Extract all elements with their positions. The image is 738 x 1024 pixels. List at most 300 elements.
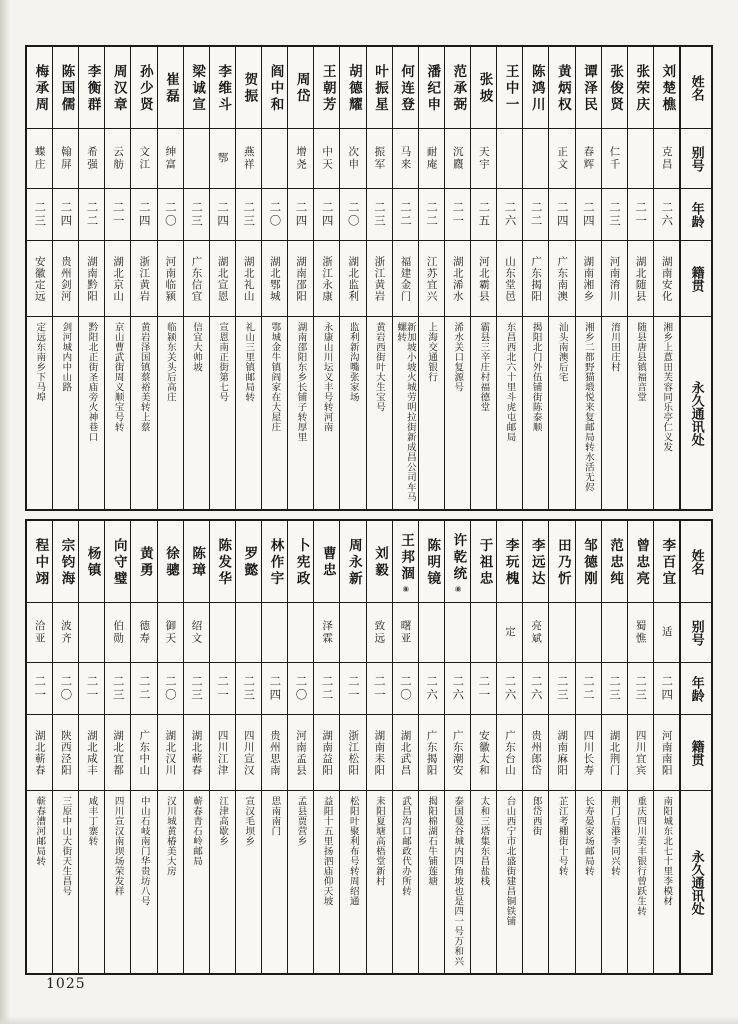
entry-address: 咸丰丁寨转 xyxy=(86,796,98,846)
entry-name-cell xyxy=(105,47,130,129)
entry-name-cell xyxy=(210,521,235,603)
entry-name-cell xyxy=(288,521,313,603)
header-native: 籍贯 xyxy=(681,241,711,317)
entry-column xyxy=(210,47,236,509)
entry-alias xyxy=(471,603,496,663)
entry-column xyxy=(27,521,53,973)
entry-name-cell xyxy=(367,47,392,129)
entry-native: 湖南湘乡 xyxy=(576,241,601,317)
entry-native: 湖南麻阳 xyxy=(549,715,574,791)
header-alias: 别号 xyxy=(681,603,711,663)
entry-native: 湖北汉川 xyxy=(158,715,183,791)
entry-address: 芷江考棚街十号转 xyxy=(556,796,568,876)
entry-name: 曾忠亮 xyxy=(633,537,650,588)
entry-column xyxy=(236,47,262,509)
entry-age: 二三 xyxy=(236,189,261,241)
entry-age: 二四 xyxy=(210,189,235,241)
entry-address: 耒阳夏塘高梧堂新村 xyxy=(373,796,385,886)
entry-native: 湖北荆门 xyxy=(602,715,627,791)
entry-native: 湖北武昌 xyxy=(393,715,418,791)
entry-alias xyxy=(549,603,574,663)
entry-address: 永康山川坛义丰号转河南 xyxy=(321,322,333,432)
entry-address: 汉川城黄椿美大房 xyxy=(164,796,176,876)
entry-native: 广东南澳 xyxy=(549,241,574,317)
entry-age: 二六 xyxy=(523,663,548,715)
entry-native: 安徽太和 xyxy=(471,715,496,791)
entry-column xyxy=(549,521,575,973)
page-number: 1025 xyxy=(46,976,86,992)
entry-address: 湖南邵阳东乡长铺子转厚里 xyxy=(295,322,307,442)
entry-name: 宗钧海 xyxy=(58,537,75,588)
entry-native: 湖南益阳 xyxy=(314,715,339,791)
entry-address: 新加坡小坡火城劳明拉街新成昌公司车马螺转 xyxy=(395,322,416,502)
entry-age: 二四 xyxy=(131,189,156,241)
entry-age: 二四 xyxy=(53,189,78,241)
entry-age: 二三 xyxy=(236,663,261,715)
entry-age: 二二 xyxy=(576,663,601,715)
header-age: 年龄 xyxy=(681,663,711,715)
entry-age: 二〇 xyxy=(158,663,183,715)
entry-column xyxy=(445,47,471,509)
entry-name-cell xyxy=(210,47,235,129)
entry-name: 王邦涸 xyxy=(398,533,415,583)
entry-name-cell xyxy=(393,521,418,603)
entry-name-cell xyxy=(471,521,496,603)
entry-name: 张坡 xyxy=(476,72,493,105)
entry-native: 湖北礼山 xyxy=(236,241,261,317)
entry-name-cell xyxy=(27,521,52,603)
entry-address: 霸县三辛庄村福德堂 xyxy=(478,322,490,412)
entry-column xyxy=(210,521,236,973)
directory-table-top xyxy=(25,45,713,511)
entry-age: 二三 xyxy=(628,663,653,715)
entry-alias xyxy=(340,603,365,663)
entry-name: 谭泽民 xyxy=(580,63,597,114)
entry-alias: 蜀憔 xyxy=(628,603,653,663)
entry-native: 湖南安化 xyxy=(654,241,679,317)
entry-name: 王朝芳 xyxy=(319,63,336,114)
entry-native: 四川宜宾 xyxy=(628,715,653,791)
entry-alias xyxy=(602,603,627,663)
entry-name-cell xyxy=(393,47,418,129)
entry-column xyxy=(497,521,523,973)
entry-native: 广东台山 xyxy=(497,715,522,791)
entry-native: 湖北宣恩 xyxy=(210,241,235,317)
entry-name: 刘毅 xyxy=(371,546,388,579)
entry-alias xyxy=(184,129,209,189)
entry-alias xyxy=(262,129,287,189)
entry-native: 广东揭阳 xyxy=(523,241,548,317)
entry-address: 湘乡二都野猫塅悦来复邮局转水活无侭 xyxy=(582,322,594,492)
entry-column xyxy=(131,521,157,973)
entry-age: 二〇 xyxy=(53,663,78,715)
entry-native: 河南孟县 xyxy=(288,715,313,791)
entry-address: 宣恩南正街第七号 xyxy=(217,322,229,402)
entry-name-cell xyxy=(523,521,548,603)
header-alias: 别号 xyxy=(681,129,711,189)
entry-name-cell xyxy=(419,47,444,129)
entry-column xyxy=(654,521,680,973)
entry-native: 陕西泾阳 xyxy=(53,715,78,791)
entry-address: 江津高歇乡 xyxy=(217,796,229,846)
entry-name: 周岱 xyxy=(293,72,310,105)
entry-address: 益阳十五里扬泗庙仰天坡 xyxy=(321,796,333,906)
entry-native: 四川宣汉 xyxy=(236,715,261,791)
entry-name: 曹忠 xyxy=(319,546,336,579)
entry-column xyxy=(340,521,366,973)
entry-name-cell xyxy=(497,521,522,603)
entry-native: 广东信宜 xyxy=(184,241,209,317)
entry-column xyxy=(79,521,105,973)
header-column xyxy=(680,47,711,509)
entry-address: 黄岩泽国镇蔡裕美转上蔡 xyxy=(138,322,150,432)
entry-age: 二一 xyxy=(367,663,392,715)
entry-alias: 翰屏 xyxy=(53,129,78,189)
entry-age: 二三 xyxy=(184,189,209,241)
entry-name: 陈璋 xyxy=(189,546,206,579)
entry-column xyxy=(288,47,314,509)
entry-age: 二二 xyxy=(523,189,548,241)
entry-name-cell xyxy=(314,47,339,129)
entry-column xyxy=(576,521,602,973)
entry-name-cell xyxy=(549,47,574,129)
entry-name: 潘纪申 xyxy=(424,63,441,114)
entry-address: 黔阳北正街圣庙旁火神巷口 xyxy=(86,322,98,442)
entry-native: 湖南黔阳 xyxy=(79,241,104,317)
entry-name: 陈明镜 xyxy=(424,537,441,588)
entry-native: 浙江永康 xyxy=(314,241,339,317)
entry-address: 中山石岐南门华贵坊八号 xyxy=(138,796,150,906)
entry-name: 刘楚樵 xyxy=(659,63,676,114)
entry-native: 贵州思南 xyxy=(262,715,287,791)
entry-name-cell xyxy=(523,47,548,129)
entry-alias: 仁千 xyxy=(602,129,627,189)
entry-column xyxy=(105,521,131,973)
entry-name-cell xyxy=(419,521,444,603)
directory-table-bottom xyxy=(25,519,713,975)
entry-column xyxy=(628,47,654,509)
entry-native: 安徽定远 xyxy=(27,241,52,317)
entry-age: 二六 xyxy=(419,663,444,715)
entry-alias xyxy=(236,603,261,663)
entry-column xyxy=(288,521,314,973)
entry-native: 湖北监利 xyxy=(340,241,365,317)
entry-age: 二二 xyxy=(131,663,156,715)
directory-page xyxy=(25,45,713,975)
entry-native: 湖北京山 xyxy=(105,241,130,317)
entry-alias: 云舫 xyxy=(105,129,130,189)
entry-address: 揭阳棉湖石牛铺莲塘 xyxy=(426,796,438,886)
entry-age: 二一 xyxy=(445,189,470,241)
entry-column xyxy=(549,47,575,509)
entry-address: 重庆四川美丰银行曾跃生转 xyxy=(635,796,647,916)
entry-age: 二二 xyxy=(419,189,444,241)
entry-column xyxy=(158,521,184,973)
entry-address: 监利新沟嘴张家场 xyxy=(347,322,359,402)
entry-name-cell xyxy=(158,521,183,603)
entry-age: 二一 xyxy=(105,189,130,241)
entry-name: 阎中和 xyxy=(267,63,284,114)
entry-age: 二二 xyxy=(393,189,418,241)
header-native: 籍贯 xyxy=(681,715,711,791)
entry-address: 东昌西北六十里斗虎屯邮局 xyxy=(504,322,516,442)
entry-age: 二四 xyxy=(549,189,574,241)
entry-column xyxy=(654,47,680,509)
entry-name-cell xyxy=(340,521,365,603)
entry-native: 广东潮安 xyxy=(445,715,470,791)
entry-age: 二三 xyxy=(367,189,392,241)
entry-column xyxy=(523,521,549,973)
entry-alias: 振军 xyxy=(367,129,392,189)
entry-name: 程中翊 xyxy=(32,537,49,588)
entry-age: 二〇 xyxy=(262,189,287,241)
entry-column xyxy=(53,521,79,973)
entry-address: 湘乡上蒠田芙容同乐亭仁义发 xyxy=(661,322,673,452)
entry-age: 二一 xyxy=(27,663,52,715)
entry-address: 宣汉毛坝乡 xyxy=(243,796,255,846)
entry-name-cell xyxy=(497,47,522,129)
entry-address: 信宜大帅坡 xyxy=(191,322,203,372)
entry-column xyxy=(158,47,184,509)
entry-name: 黄勇 xyxy=(136,546,153,579)
entry-name: 李远达 xyxy=(528,537,545,588)
entry-name-cell xyxy=(27,47,52,129)
entry-alias: 克昌 xyxy=(654,129,679,189)
entry-name: 徐骢 xyxy=(162,546,179,579)
entry-name: 胡德耀 xyxy=(345,63,362,114)
entry-age: 二四 xyxy=(288,189,313,241)
entry-address: 台山西宁市北盛街建昌铜铁铺 xyxy=(504,796,516,926)
entry-name-cell xyxy=(184,521,209,603)
entry-alias: 伯勋 xyxy=(105,603,130,663)
entry-age: 二四 xyxy=(576,189,601,241)
entry-alias: 次申 xyxy=(340,129,365,189)
entry-age: 二〇 xyxy=(393,663,418,715)
entry-name: 范承弼 xyxy=(450,63,467,114)
entry-address: 礼山三里镇邮局转 xyxy=(243,322,255,402)
entry-age: 二三 xyxy=(105,663,130,715)
entry-column xyxy=(628,521,654,973)
entry-age: 二三 xyxy=(184,663,209,715)
entry-column xyxy=(602,521,628,973)
entry-name-cell xyxy=(236,47,261,129)
entry-address: 蕲春青石岭邮局 xyxy=(191,796,203,866)
entry-name: 邹德刚 xyxy=(580,537,597,588)
entry-age: 二三 xyxy=(549,663,574,715)
entry-age: 二三 xyxy=(27,189,52,241)
entry-alias: 亮斌 xyxy=(523,603,548,663)
entry-alias: 蝶庄 xyxy=(27,129,52,189)
header-address: 永久通讯处 xyxy=(688,380,704,446)
entry-native: 浙江黄岩 xyxy=(367,241,392,317)
scan-edge-shadow-left xyxy=(0,0,10,1024)
entry-name: 林作宇 xyxy=(267,537,284,588)
entry-name-cell xyxy=(79,521,104,603)
entry-name-cell xyxy=(131,47,156,129)
entry-age: 二二 xyxy=(79,189,104,241)
entry-address: 太和三塔集东昌盐栈 xyxy=(478,796,490,886)
entry-name: 陈发华 xyxy=(215,537,232,588)
entry-column xyxy=(53,47,79,509)
entry-native: 湖北蕲春 xyxy=(27,715,52,791)
entry-native: 河南淯川 xyxy=(602,241,627,317)
entry-column xyxy=(419,521,445,973)
entry-age: 二六 xyxy=(497,663,522,715)
entry-alias: 绅富 xyxy=(158,129,183,189)
entry-alias: 洽亚 xyxy=(27,603,52,663)
entry-alias: 适 xyxy=(654,603,679,663)
entry-address: 三原中山大街天生昌号 xyxy=(60,796,72,896)
entry-name-cell xyxy=(288,47,313,129)
entry-column xyxy=(131,47,157,509)
entry-age: 二六 xyxy=(654,189,679,241)
entry-age: 二四 xyxy=(262,663,287,715)
entry-name-cell xyxy=(53,47,78,129)
entry-alias: 绍文 xyxy=(184,603,209,663)
entry-address: 长寿晏家场邮局转 xyxy=(582,796,594,876)
entry-column xyxy=(184,47,210,509)
entry-name: 梁诚宣 xyxy=(189,63,206,114)
entry-address: 随县唐县镇福音堂 xyxy=(635,322,647,402)
entry-address: 郎岱西街 xyxy=(530,796,542,836)
entry-name: 罗懿 xyxy=(241,546,258,579)
entry-alias: 增尧 xyxy=(288,129,313,189)
entry-alias xyxy=(497,129,522,189)
entry-address: 孟县贾营乡 xyxy=(295,796,307,846)
entry-name: 崔磊 xyxy=(162,72,179,105)
entry-alias: 中天 xyxy=(314,129,339,189)
entry-alias: 天宇 xyxy=(471,129,496,189)
entry-name-cell xyxy=(262,47,287,129)
scan-edge-shadow-bottom xyxy=(0,1016,738,1024)
entry-native: 江苏宜兴 xyxy=(419,241,444,317)
entry-native: 浙江黄岩 xyxy=(131,241,156,317)
entry-age: 二二 xyxy=(314,663,339,715)
entry-alias xyxy=(210,603,235,663)
header-column xyxy=(680,521,711,973)
entry-native: 广东揭阳 xyxy=(419,715,444,791)
entry-alias xyxy=(523,129,548,189)
entry-name: 向守璧 xyxy=(110,537,127,588)
entry-column xyxy=(340,47,366,509)
entry-native: 贵州剑河 xyxy=(53,241,78,317)
entry-native: 浙江松阳 xyxy=(340,715,365,791)
entry-age: 二一 xyxy=(340,663,365,715)
entry-column xyxy=(471,47,497,509)
entry-column xyxy=(393,47,419,509)
entry-name-cell xyxy=(340,47,365,129)
entry-address: 黄岩西街叶大生宝号 xyxy=(373,322,385,412)
entry-name-cell xyxy=(367,521,392,603)
entry-column xyxy=(105,47,131,509)
entry-name: 王中一 xyxy=(502,63,519,114)
entry-native: 湖南邵阳 xyxy=(288,241,313,317)
entry-name-cell xyxy=(184,47,209,129)
entry-alias: 耐庵 xyxy=(419,129,444,189)
entry-address: 京山曹武街周义顺宝号转 xyxy=(112,322,124,432)
entry-native: 湖南耒阳 xyxy=(367,715,392,791)
entry-alias: 定 xyxy=(497,603,522,663)
entry-name-cell xyxy=(628,47,653,129)
entry-address: 泰国曼谷城内四角坡也是四一号万和兴 xyxy=(452,796,464,966)
entry-column xyxy=(497,47,523,509)
entry-alias: 燕祥 xyxy=(236,129,261,189)
entry-alias: 希强 xyxy=(79,129,104,189)
entry-alias xyxy=(288,603,313,663)
entry-name: 梅承周 xyxy=(32,63,49,114)
entry-alias: 曙亚 xyxy=(393,603,418,663)
entry-column xyxy=(79,47,105,509)
entry-name-cell xyxy=(549,521,574,603)
entry-address: 淯川田庄村 xyxy=(609,322,621,372)
entry-age: 二五 xyxy=(471,189,496,241)
entry-name-cell xyxy=(131,521,156,603)
entry-native: 贵州郎岱 xyxy=(523,715,548,791)
entry-column xyxy=(445,521,471,973)
entry-address: 四川宣汉南坝场荣发样 xyxy=(112,796,124,896)
entry-mark: ⑧ xyxy=(453,584,463,594)
entry-age: 二三 xyxy=(602,663,627,715)
entry-native: 四川长寿 xyxy=(576,715,601,791)
header-age: 年龄 xyxy=(681,189,711,241)
entry-name-cell xyxy=(628,521,653,603)
entry-native: 湖北鄂城 xyxy=(262,241,287,317)
entry-alias: 正文 xyxy=(549,129,574,189)
entry-address: 荆门后港李同兴转 xyxy=(609,796,621,876)
entry-name: 许乾统 xyxy=(450,533,467,583)
entry-column xyxy=(314,47,340,509)
entry-native: 福建金门 xyxy=(393,241,418,317)
entry-column xyxy=(262,521,288,973)
entry-native: 河南临颍 xyxy=(158,241,183,317)
entry-native: 河北霸县 xyxy=(471,241,496,317)
entry-column xyxy=(27,47,53,509)
entry-name: 卜宪政 xyxy=(293,537,310,588)
entry-name-cell xyxy=(314,521,339,603)
entry-column xyxy=(576,47,602,509)
entry-age: 二一 xyxy=(628,189,653,241)
entry-address: 剑河城内中山路 xyxy=(60,322,72,392)
entry-address: 定远东南乡下马埠 xyxy=(34,322,46,402)
entry-column xyxy=(236,521,262,973)
entry-name: 范忠纯 xyxy=(607,537,624,588)
entry-name-cell xyxy=(654,521,679,603)
entry-name-cell xyxy=(576,521,601,603)
entry-native: 河南南阳 xyxy=(654,715,679,791)
entry-name: 黄炳权 xyxy=(554,63,571,114)
entry-address: 临颍东关头后高庄 xyxy=(164,322,176,402)
entry-column xyxy=(367,521,393,973)
entry-alias: 致远 xyxy=(367,603,392,663)
entry-name-cell xyxy=(654,47,679,129)
entry-alias xyxy=(628,129,653,189)
entry-address: 南阳城东北七十里李模材 xyxy=(661,796,673,906)
entry-name: 张荣庆 xyxy=(633,63,650,114)
entry-name-cell xyxy=(79,47,104,129)
entry-address: 松阳叶聚利布号转周绍通 xyxy=(347,796,359,906)
entry-age: 二四 xyxy=(654,663,679,715)
entry-age: 二一 xyxy=(210,663,235,715)
entry-native: 四川江津 xyxy=(210,715,235,791)
entry-address: 思南南门 xyxy=(269,796,281,836)
entry-native: 湖北宜都 xyxy=(105,715,130,791)
entry-native: 湖北咸丰 xyxy=(79,715,104,791)
entry-age: 二六 xyxy=(497,189,522,241)
entry-address: 上海交通银行 xyxy=(426,322,438,382)
entry-alias: 沉麚 xyxy=(445,129,470,189)
entry-name: 李维斗 xyxy=(215,63,232,114)
entry-address: 汕头南澳后宅 xyxy=(556,322,568,382)
